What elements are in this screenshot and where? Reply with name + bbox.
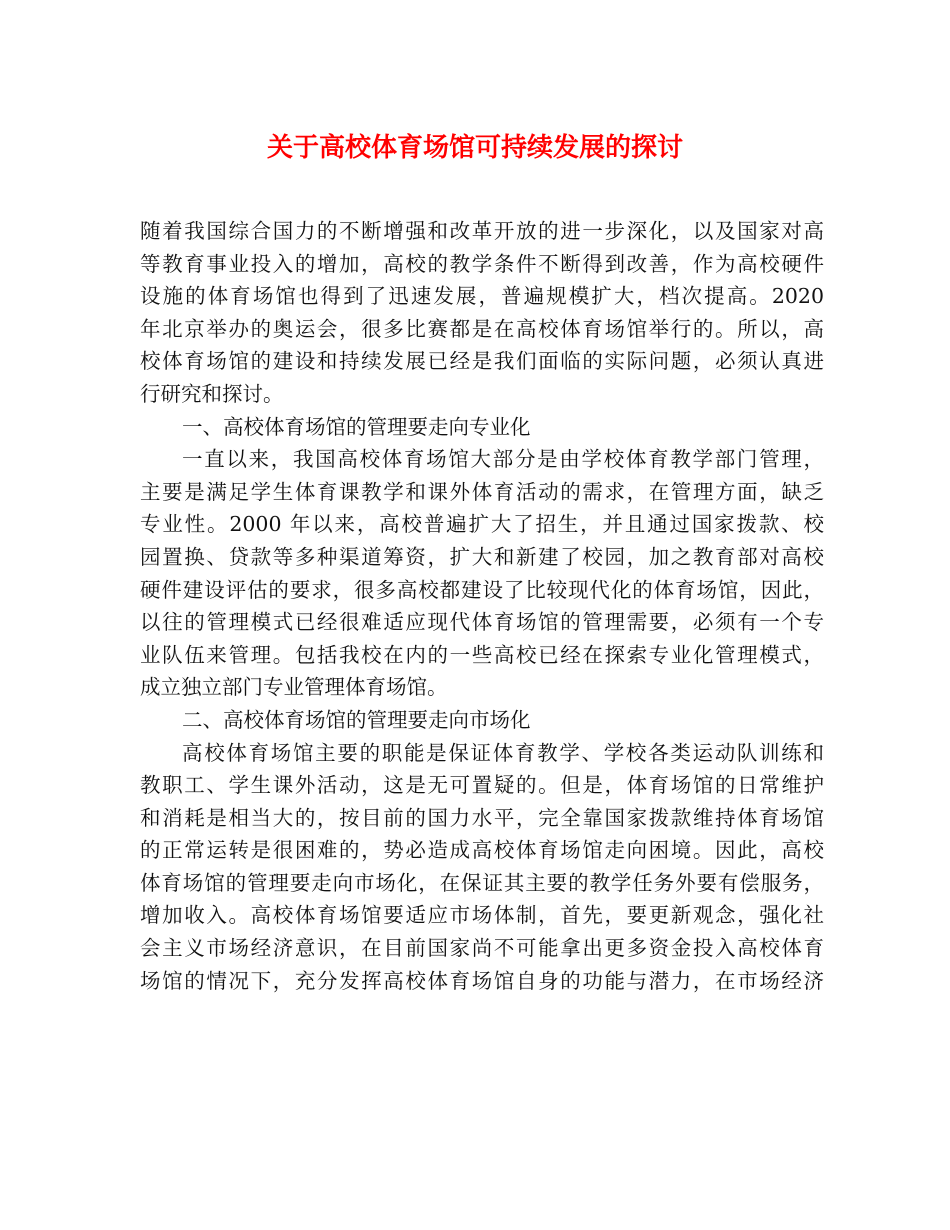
- text-line: 专业性。2000 年以来，高校普遍扩大了招生，并且通过国家拨款、校: [140, 512, 824, 537]
- text-line: 场馆的情况下，充分发挥高校体育场馆自身的功能与潜力，在市场经济: [140, 968, 824, 993]
- text-line: 一直以来，我国高校体育场馆大部分是由学校体育教学部门管理，: [182, 447, 824, 472]
- text-line: 设施的体育场馆也得到了迅速发展，普遍规模扩大，档次提高。2020: [140, 284, 824, 309]
- text-line: 年北京举办的奥运会，很多比赛都是在高校体育场馆举行的。所以，高: [140, 316, 824, 341]
- text-line: 成立独立部门专业管理体育场馆。: [140, 675, 448, 700]
- section-heading: 二、高校体育场馆的管理要走向市场化: [182, 707, 531, 732]
- text-line: 业队伍来管理。包括我校在内的一些高校已经在探索专业化管理模式，: [140, 642, 824, 667]
- text-line: 等教育事业投入的增加，高校的教学条件不断得到改善，作为高校硬件: [140, 251, 824, 276]
- text-line: 会主义市场经济意识，在目前国家尚不可能拿出更多资金投入高校体育: [140, 936, 824, 961]
- text-line: 硬件建设评估的要求，很多高校都建设了比较现代化的体育场馆，因此，: [140, 577, 824, 602]
- text-line: 教职工、学生课外活动，这是无可置疑的。但是，体育场馆的日常维护: [140, 773, 824, 798]
- text-line: 高校体育场馆主要的职能是保证体育教学、学校各类运动队训练和: [182, 740, 824, 765]
- text-line: 以往的管理模式已经很难适应现代体育场馆的管理需要，必须有一个专: [140, 610, 824, 635]
- text-line: 行研究和探讨。: [140, 381, 284, 406]
- text-line: 随着我国综合国力的不断增强和改革开放的进一步深化，以及国家对高: [140, 219, 824, 243]
- text-line: 和消耗是相当大的，按目前的国力水平，完全靠国家拨款维持体育场馆: [140, 805, 824, 830]
- text-line: 校体育场馆的建设和持续发展已经是我们面临的实际问题，必须认真进: [140, 349, 824, 374]
- text-line: 主要是满足学生体育课教学和课外体育活动的需求，在管理方面，缺乏: [140, 479, 824, 504]
- section-heading: 一、高校体育场馆的管理要走向专业化: [182, 414, 531, 439]
- text-line: 增加收入。高校体育场馆要适应市场体制，首先，要更新观念，强化社: [140, 903, 824, 928]
- text-line: 园置换、贷款等多种渠道筹资，扩大和新建了校园，加之教育部对高校: [140, 544, 824, 569]
- text-line: 体育场馆的管理要走向市场化，在保证其主要的教学任务外要有偿服务，: [140, 870, 824, 895]
- document-title: 关于高校体育场馆可持续发展的探讨: [266, 133, 683, 163]
- document-body: [140, 215, 824, 997]
- text-line: 的正常运转是很困难的，势必造成高校体育场馆走向困境。因此，高校: [140, 838, 824, 863]
